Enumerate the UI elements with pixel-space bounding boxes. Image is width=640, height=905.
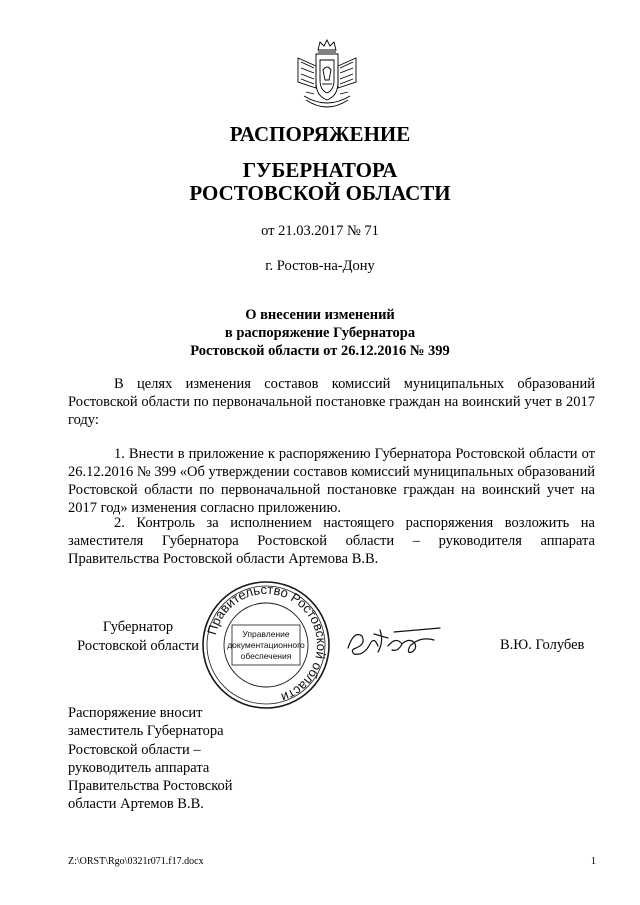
subject-line1: О внесении изменений — [245, 307, 395, 323]
submitted-by-line5: Правительства Ростовской — [68, 778, 233, 795]
submitted-by-line4: руководитель аппарата — [68, 759, 210, 776]
official-stamp — [198, 577, 334, 713]
footer-page-number: 1 — [591, 856, 596, 867]
subject-line2: в распоряжение Губернатора — [224, 325, 416, 341]
handwritten-signature — [344, 622, 452, 662]
item-2-paragraph: 2. Контроль за исполнением настоящего распоряжения возложить на заместителя Губернатора Ростовской области – руководителя аппарата Правительства Ростовской области Артемова В.В. — [68, 515, 595, 567]
subject-line3: Ростовской области от 26.12.2016 № 399 — [190, 343, 450, 359]
stamp-inner-line3: обеспечения — [240, 651, 292, 661]
issuer-heading-line2: РОСТОВСКОЙ ОБЛАСТИ — [189, 181, 451, 205]
stamp-inner-line1: Управление — [242, 629, 290, 639]
coat-of-arms-emblem — [294, 36, 360, 114]
submitted-by-line1: Распоряжение вносит — [68, 705, 203, 721]
stamp-ring-text: Правительство Ростовской области — [204, 581, 330, 706]
document-city: г. Ростов-на-Дону — [265, 258, 375, 274]
preamble-paragraph: В целях изменения составов комиссий муниципальных образований Ростовской области по первоначальной постановке граждан на воинский учет в 2017 году: — [68, 376, 595, 428]
submitted-by-line2: заместитель Губернатора — [68, 723, 224, 740]
submitted-by-line3: Ростовской области – — [68, 741, 201, 758]
submitted-by-note — [68, 704, 268, 814]
issuer-heading-line1: ГУБЕРНАТОРА — [242, 158, 398, 182]
document-date-number: от 21.03.2017 № 71 — [261, 223, 379, 239]
submitted-by-line6: области Артемов В.В. — [68, 796, 204, 813]
signatory-position-line2: Ростовской области — [77, 638, 199, 654]
signatory-name: В.Ю. Голубев — [500, 637, 585, 653]
signatory-position — [68, 618, 208, 656]
stamp-inner-line2: документационного — [227, 640, 305, 650]
item-1-paragraph: 1. Внести в приложение к распоряжению Губернатора Ростовской области от 26.12.2016 № 399 «Об утверждении составов комиссий муниципальных образований Ростовской области по первоначальной постановке граждан на воинский учет на 2017 год» изменения согласно приложению. — [68, 446, 595, 516]
signatory-position-line1: Губернатор — [102, 619, 174, 635]
footer-file-path: Z:\ORST\Rgo\0321r071.f17.docx — [68, 856, 204, 867]
document-type-heading: РАСПОРЯЖЕНИЕ — [229, 122, 411, 146]
